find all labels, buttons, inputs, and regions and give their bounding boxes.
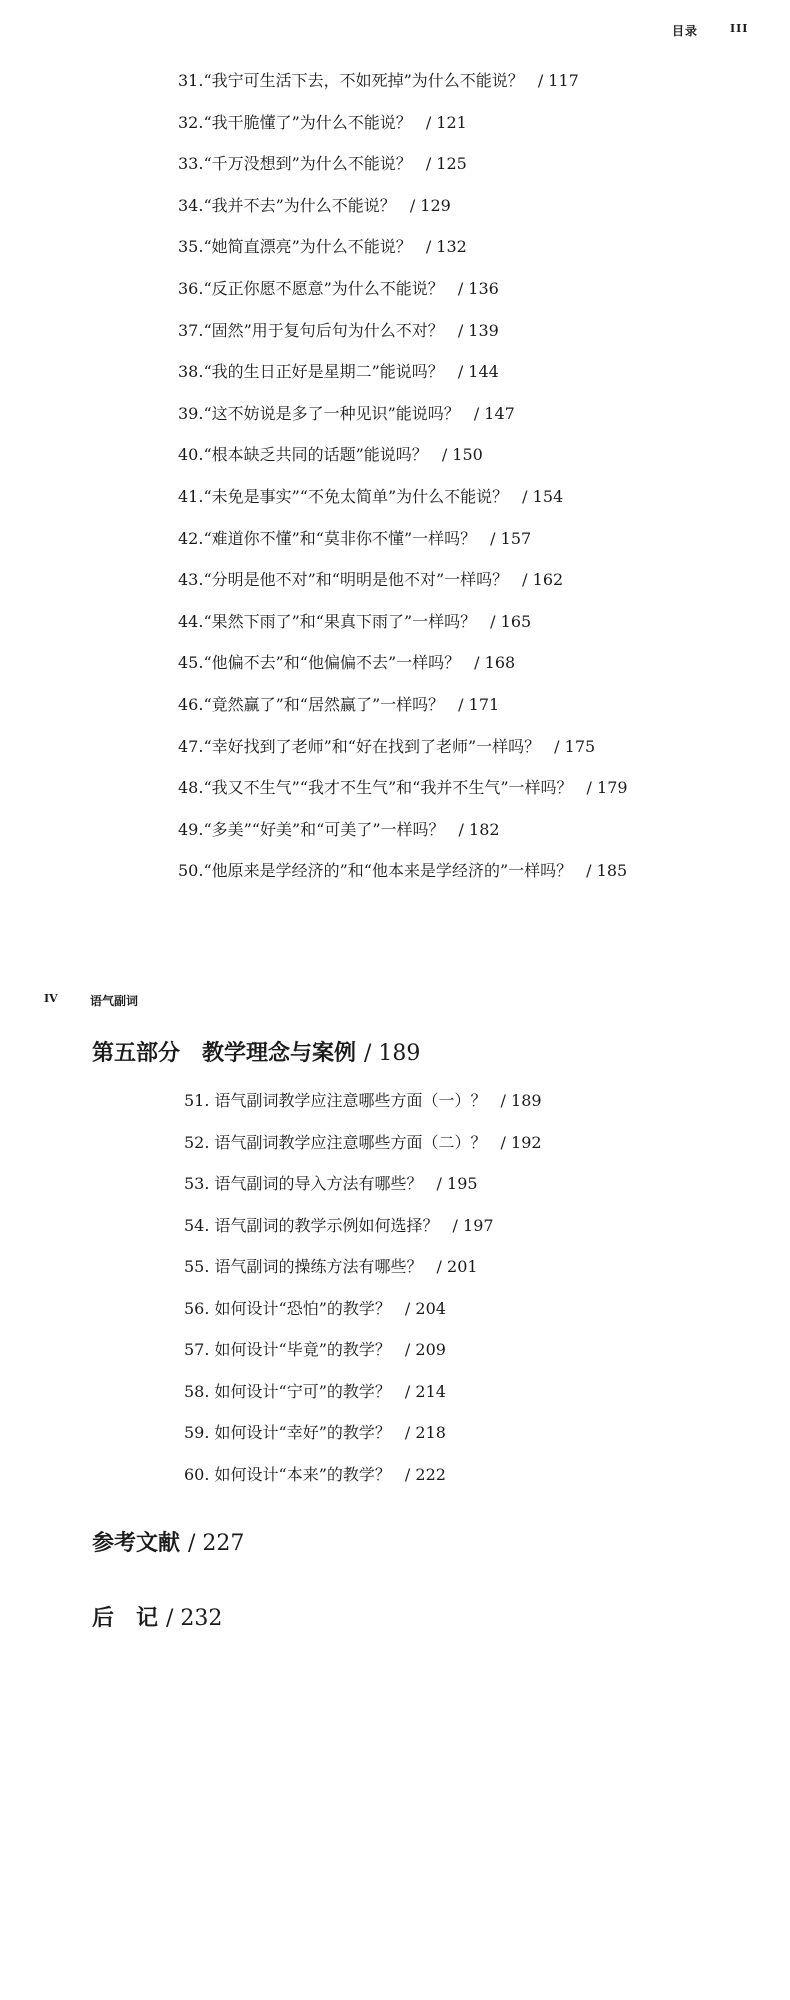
toc-entry[interactable] xyxy=(178,66,790,108)
toc-entry-page: / 136 xyxy=(457,278,499,298)
toc-entry[interactable] xyxy=(178,773,790,815)
toc-entry-title: 55. 语气副词的操练方法有哪些？ xyxy=(184,1257,423,1276)
toc-entry-title: 31.“我宁可生活下去，不如死掉”为什么不能说？ xyxy=(178,71,524,90)
toc-entry[interactable] xyxy=(184,1211,790,1253)
toc-entry-title: 40.“根本缺乏共同的话题”能说吗？ xyxy=(178,445,428,465)
toc-entry-page: / 214 xyxy=(404,1381,446,1401)
toc-entry-title: 42.“难道你不懂”和“莫非你不懂”一样吗？ xyxy=(178,528,477,548)
toc-entry[interactable] xyxy=(178,607,790,649)
toc-entry[interactable] xyxy=(184,1294,790,1336)
toc-entry[interactable] xyxy=(178,357,790,399)
toc-entry[interactable] xyxy=(184,1086,790,1128)
toc-entry-title: 47.“幸好找到了老师”和“好在找到了老师”一样吗？ xyxy=(178,736,541,756)
section-heading-page: / 232 xyxy=(166,1606,223,1631)
toc-entry-page: / 129 xyxy=(409,195,451,215)
toc-entry-page: / 222 xyxy=(404,1464,446,1484)
toc-entry[interactable] xyxy=(178,690,790,732)
toc-entry[interactable] xyxy=(178,316,790,358)
section-heading-title: 参考文献 xyxy=(92,1530,181,1556)
toc-entry[interactable] xyxy=(178,108,790,150)
toc-entry-page: / 144 xyxy=(457,362,499,382)
toc-entry-page: / 189 xyxy=(500,1091,542,1110)
toc-entry-title: 56. 如何设计“恐怕”的教学？ xyxy=(184,1298,391,1318)
toc-entry-page: / 125 xyxy=(425,154,467,174)
toc-entry[interactable] xyxy=(178,732,790,774)
toc-entry[interactable] xyxy=(178,399,790,441)
toc-entry-page: / 117 xyxy=(537,71,579,90)
section-heading-page: / 227 xyxy=(188,1531,245,1556)
toc-entry-title: 57. 如何设计“毕竟”的教学？ xyxy=(184,1340,391,1359)
running-head-title: 目录 xyxy=(672,24,699,38)
toc-entry[interactable] xyxy=(184,1128,790,1170)
toc-entry[interactable] xyxy=(178,440,790,482)
running-head-right xyxy=(672,22,749,39)
toc-entry-page: / 168 xyxy=(474,653,516,673)
toc-entry-title: 58. 如何设计“宁可”的教学？ xyxy=(184,1381,391,1401)
toc-entry-title: 43.“分明是他不对”和“明明是他不对”一样吗？ xyxy=(178,570,509,590)
toc-entry-title: 50.“他原来是学经济的”和“他本来是学经济的”一样吗？ xyxy=(178,861,573,881)
toc-entry[interactable] xyxy=(184,1377,790,1419)
toc-entry-page: / 201 xyxy=(436,1257,478,1276)
toc-entry-page: / 150 xyxy=(441,445,483,465)
toc-entry-title: 52. 语气副词教学应注意哪些方面（二）？ xyxy=(184,1132,487,1152)
toc-entry-page: / 121 xyxy=(425,112,467,132)
toc-entry-page: / 185 xyxy=(586,861,628,881)
toc-entry-title: 33.“千万没想到”为什么不能说？ xyxy=(178,154,412,174)
toc-entry-title: 49.“多美”“好美”和“可美了”一样吗？ xyxy=(178,819,445,839)
toc-entry-page: / 209 xyxy=(404,1340,446,1359)
toc-entry-page: / 157 xyxy=(490,528,532,548)
toc-entry[interactable] xyxy=(178,524,790,566)
toc-entry-title: 34.“我并不去”为什么不能说？ xyxy=(178,195,396,215)
toc-entry[interactable] xyxy=(184,1169,790,1211)
toc-entry-page: / 132 xyxy=(425,237,467,257)
toc-entry-page: / 179 xyxy=(586,778,628,798)
toc-entry[interactable] xyxy=(178,482,790,524)
toc-entry-title: 39.“这不妨说是多了一种见识”能说吗？ xyxy=(178,403,460,423)
toc-entry-title: 35.“她简直漂亮”为什么不能说？ xyxy=(178,237,412,257)
running-head-page-number: IV xyxy=(44,992,58,1005)
toc-entry-page: / 139 xyxy=(457,320,499,340)
toc-entry[interactable] xyxy=(184,1335,790,1377)
toc-entry-title: 36.“反正你愿不愿意”为什么不能说？ xyxy=(178,278,444,298)
toc-list-part-a xyxy=(178,66,790,898)
toc-entry-title: 53. 语气副词的导入方法有哪些？ xyxy=(184,1174,423,1193)
toc-entry[interactable] xyxy=(178,856,790,898)
toc-entry-title: 38.“我的生日正好是星期二”能说吗？ xyxy=(178,362,444,382)
running-head-title: 语气副词 xyxy=(90,994,139,1008)
toc-entry-page: / 171 xyxy=(458,694,500,714)
toc-entry[interactable] xyxy=(178,191,790,233)
toc-entry-page: / 195 xyxy=(436,1174,478,1193)
section-heading-part-five[interactable] xyxy=(92,1036,420,1067)
toc-entry-title: 60. 如何设计“本来”的教学？ xyxy=(184,1464,391,1484)
toc-entry-title: 51. 语气副词教学应注意哪些方面（一）？ xyxy=(184,1091,487,1110)
toc-entry-page: / 162 xyxy=(522,570,564,590)
toc-entry-title: 45.“他偏不去”和“他偏偏不去”一样吗？ xyxy=(178,653,461,673)
toc-entry-title: 41.“未免是事实”“不免太简单”为什么不能说？ xyxy=(178,486,509,506)
toc-entry-page: / 147 xyxy=(473,403,515,423)
toc-entry-title: 44.“果然下雨了”和“果真下雨了”一样吗？ xyxy=(178,611,477,631)
toc-entry-page: / 165 xyxy=(490,611,532,631)
toc-entry[interactable] xyxy=(178,565,790,607)
toc-entry-page: / 182 xyxy=(458,819,500,839)
running-head-left xyxy=(44,992,139,1008)
toc-list-part-b xyxy=(184,1086,790,1501)
toc-entry[interactable] xyxy=(178,274,790,316)
section-heading-page: / 189 xyxy=(364,1041,421,1066)
toc-entry[interactable] xyxy=(178,232,790,274)
toc-entry-title: 37.“固然”用于复句后句为什么不对？ xyxy=(178,320,444,340)
section-heading-title: 后 记 xyxy=(92,1605,159,1631)
toc-entry-page: / 154 xyxy=(522,486,564,506)
toc-entry-page: / 197 xyxy=(452,1215,494,1235)
toc-entry[interactable] xyxy=(178,648,790,690)
running-head-page-number: III xyxy=(730,22,749,35)
toc-entry-title: 59. 如何设计“幸好”的教学？ xyxy=(184,1423,391,1442)
toc-entry[interactable] xyxy=(178,815,790,857)
toc-entry-title: 32.“我干脆懂了”为什么不能说？ xyxy=(178,112,412,132)
toc-entry-title: 46.“竟然赢了”和“居然赢了”一样吗？ xyxy=(178,694,445,714)
toc-entry[interactable] xyxy=(184,1252,790,1294)
section-heading-title: 第五部分 教学理念与案例 xyxy=(92,1040,357,1066)
section-heading-references[interactable] xyxy=(92,1526,244,1557)
section-heading-postscript[interactable] xyxy=(92,1601,222,1632)
toc-entry-page: / 218 xyxy=(404,1423,446,1442)
toc-entry-title: 54. 语气副词的教学示例如何选择？ xyxy=(184,1215,439,1235)
toc-entry-page: / 175 xyxy=(554,736,596,756)
toc-entry-page: / 204 xyxy=(404,1298,446,1318)
toc-entry[interactable] xyxy=(178,149,790,191)
toc-entry-title: 48.“我又不生气”“我才不生气”和“我并不生气”一样吗？ xyxy=(178,778,573,798)
toc-entry[interactable] xyxy=(184,1418,790,1460)
toc-entry[interactable] xyxy=(184,1460,790,1502)
toc-entry-page: / 192 xyxy=(500,1132,542,1152)
